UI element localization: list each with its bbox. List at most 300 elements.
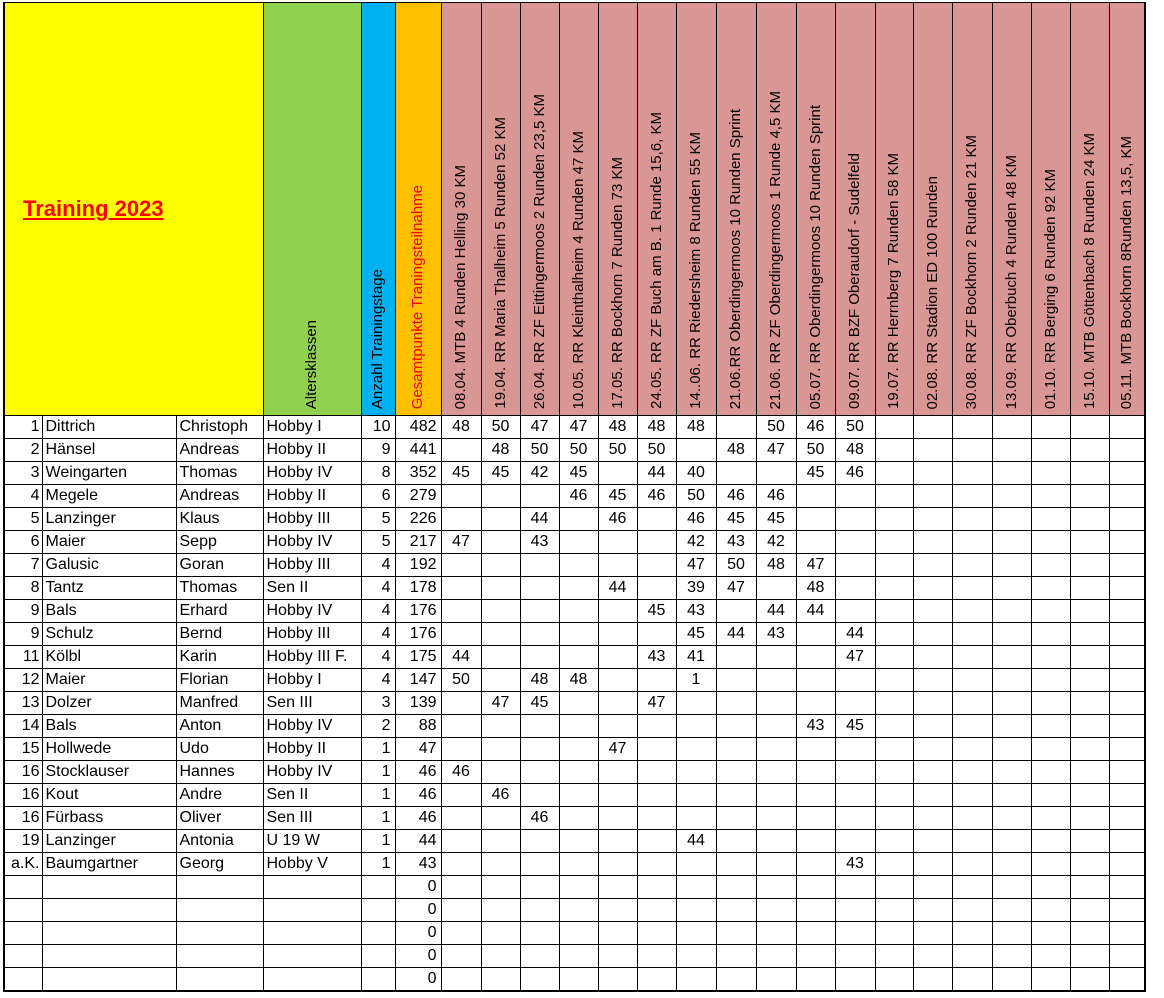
event-header-2[interactable] [481, 3, 520, 416]
score-cell[interactable] [835, 485, 875, 508]
score-cell[interactable] [559, 807, 598, 830]
score-cell[interactable]: 46 [716, 485, 756, 508]
score-cell[interactable] [520, 738, 559, 761]
score-cell[interactable]: 42 [756, 531, 796, 554]
total-points-cell[interactable]: 147 [395, 669, 441, 692]
score-cell[interactable] [481, 623, 520, 646]
training-days-cell[interactable]: 3 [361, 692, 395, 715]
score-cell[interactable] [481, 761, 520, 784]
score-cell[interactable] [716, 830, 756, 853]
event-header-16[interactable] [1031, 3, 1070, 416]
score-cell[interactable] [952, 439, 992, 462]
total-points-cell[interactable]: 0 [395, 876, 441, 899]
last-name-cell[interactable]: Schulz [42, 623, 176, 646]
class-cell[interactable]: Hobby II [263, 485, 361, 508]
training-days-cell[interactable]: 6 [361, 485, 395, 508]
score-cell[interactable] [676, 945, 716, 968]
score-cell[interactable] [598, 531, 637, 554]
class-cell[interactable] [263, 945, 361, 968]
score-cell[interactable] [756, 853, 796, 876]
score-cell[interactable] [835, 577, 875, 600]
score-cell[interactable]: 45 [520, 692, 559, 715]
score-cell[interactable] [716, 761, 756, 784]
score-cell[interactable] [835, 876, 875, 899]
total-points-cell[interactable]: 175 [395, 646, 441, 669]
score-cell[interactable]: 46 [441, 761, 481, 784]
score-cell[interactable] [835, 945, 875, 968]
score-cell[interactable]: 46 [520, 807, 559, 830]
score-cell[interactable] [559, 899, 598, 922]
first-name-cell[interactable]: Manfred [176, 692, 263, 715]
event-header-9[interactable] [756, 3, 796, 416]
score-cell[interactable] [441, 439, 481, 462]
score-cell[interactable] [992, 439, 1031, 462]
score-cell[interactable] [875, 577, 913, 600]
score-cell[interactable] [520, 577, 559, 600]
score-cell[interactable] [598, 554, 637, 577]
score-cell[interactable] [559, 968, 598, 992]
score-cell[interactable] [1070, 876, 1109, 899]
score-cell[interactable]: 47 [676, 554, 716, 577]
class-cell[interactable]: Hobby IV [263, 462, 361, 485]
score-cell[interactable]: 45 [796, 462, 835, 485]
score-cell[interactable] [1109, 922, 1145, 945]
total-points-cell[interactable]: 0 [395, 899, 441, 922]
score-cell[interactable] [559, 876, 598, 899]
score-cell[interactable] [835, 738, 875, 761]
score-cell[interactable] [952, 922, 992, 945]
score-cell[interactable] [992, 807, 1031, 830]
score-cell[interactable] [875, 784, 913, 807]
score-cell[interactable] [716, 669, 756, 692]
score-cell[interactable] [520, 554, 559, 577]
last-name-cell[interactable] [42, 968, 176, 992]
score-cell[interactable] [441, 508, 481, 531]
score-cell[interactable] [835, 899, 875, 922]
score-cell[interactable] [1109, 439, 1145, 462]
score-cell[interactable] [1109, 692, 1145, 715]
score-cell[interactable] [913, 715, 952, 738]
score-cell[interactable] [598, 899, 637, 922]
score-cell[interactable] [716, 600, 756, 623]
training-days-cell[interactable]: 9 [361, 439, 395, 462]
score-cell[interactable] [1109, 945, 1145, 968]
class-cell[interactable]: Hobby III F. [263, 646, 361, 669]
score-cell[interactable] [1109, 462, 1145, 485]
score-cell[interactable] [481, 485, 520, 508]
rank-cell[interactable] [4, 876, 42, 899]
score-cell[interactable]: 47 [716, 577, 756, 600]
score-cell[interactable] [913, 577, 952, 600]
score-cell[interactable] [1031, 485, 1070, 508]
score-cell[interactable] [913, 876, 952, 899]
score-cell[interactable] [756, 715, 796, 738]
score-cell[interactable] [520, 761, 559, 784]
event-header-11[interactable] [835, 3, 875, 416]
score-cell[interactable] [637, 876, 676, 899]
score-cell[interactable] [637, 531, 676, 554]
score-cell[interactable] [913, 554, 952, 577]
score-cell[interactable] [835, 531, 875, 554]
rank-cell[interactable]: 16 [4, 784, 42, 807]
score-cell[interactable] [676, 715, 716, 738]
score-cell[interactable] [676, 692, 716, 715]
first-name-cell[interactable]: Goran [176, 554, 263, 577]
score-cell[interactable] [952, 807, 992, 830]
rank-cell[interactable]: 7 [4, 554, 42, 577]
score-cell[interactable] [992, 554, 1031, 577]
score-cell[interactable] [1070, 531, 1109, 554]
score-cell[interactable] [520, 922, 559, 945]
score-cell[interactable] [559, 922, 598, 945]
score-cell[interactable] [875, 554, 913, 577]
score-cell[interactable] [992, 692, 1031, 715]
last-name-cell[interactable]: Stocklauser [42, 761, 176, 784]
score-cell[interactable] [1070, 853, 1109, 876]
score-cell[interactable] [441, 784, 481, 807]
score-cell[interactable] [598, 784, 637, 807]
score-cell[interactable] [441, 899, 481, 922]
score-cell[interactable] [756, 807, 796, 830]
score-cell[interactable] [637, 715, 676, 738]
first-name-cell[interactable] [176, 876, 263, 899]
score-cell[interactable] [992, 899, 1031, 922]
score-cell[interactable] [913, 646, 952, 669]
rank-cell[interactable]: 12 [4, 669, 42, 692]
score-cell[interactable] [481, 807, 520, 830]
training-days-cell[interactable] [361, 968, 395, 992]
first-name-cell[interactable]: Erhard [176, 600, 263, 623]
score-cell[interactable] [716, 807, 756, 830]
score-cell[interactable] [520, 830, 559, 853]
score-cell[interactable]: 46 [598, 508, 637, 531]
score-cell[interactable] [992, 922, 1031, 945]
score-cell[interactable] [1031, 807, 1070, 830]
score-cell[interactable] [796, 830, 835, 853]
score-cell[interactable]: 46 [676, 508, 716, 531]
header-gesamtpunkte[interactable] [395, 3, 441, 416]
score-cell[interactable] [559, 531, 598, 554]
last-name-cell[interactable]: Dittrich [42, 416, 176, 439]
score-cell[interactable] [637, 554, 676, 577]
score-cell[interactable] [481, 669, 520, 692]
total-points-cell[interactable]: 0 [395, 945, 441, 968]
total-points-cell[interactable]: 46 [395, 784, 441, 807]
score-cell[interactable] [756, 968, 796, 992]
score-cell[interactable]: 48 [637, 416, 676, 439]
score-cell[interactable] [676, 922, 716, 945]
total-points-cell[interactable]: 226 [395, 508, 441, 531]
score-cell[interactable]: 47 [520, 416, 559, 439]
score-cell[interactable]: 48 [598, 416, 637, 439]
score-cell[interactable] [481, 715, 520, 738]
training-days-cell[interactable]: 2 [361, 715, 395, 738]
score-cell[interactable] [1070, 784, 1109, 807]
score-cell[interactable]: 43 [716, 531, 756, 554]
event-header-4[interactable] [559, 3, 598, 416]
score-cell[interactable] [676, 738, 716, 761]
score-cell[interactable] [875, 623, 913, 646]
total-points-cell[interactable]: 139 [395, 692, 441, 715]
first-name-cell[interactable]: Hannes [176, 761, 263, 784]
score-cell[interactable] [441, 968, 481, 992]
score-cell[interactable] [992, 623, 1031, 646]
training-days-cell[interactable] [361, 945, 395, 968]
score-cell[interactable] [796, 807, 835, 830]
score-cell[interactable] [913, 462, 952, 485]
score-cell[interactable] [1109, 876, 1145, 899]
score-cell[interactable]: 47 [756, 439, 796, 462]
score-cell[interactable] [481, 600, 520, 623]
score-cell[interactable]: 47 [796, 554, 835, 577]
score-cell[interactable] [913, 807, 952, 830]
score-cell[interactable] [992, 761, 1031, 784]
score-cell[interactable] [481, 853, 520, 876]
score-cell[interactable] [835, 554, 875, 577]
first-name-cell[interactable]: Klaus [176, 508, 263, 531]
class-cell[interactable]: Hobby II [263, 738, 361, 761]
score-cell[interactable] [520, 853, 559, 876]
last-name-cell[interactable] [42, 922, 176, 945]
score-cell[interactable] [992, 715, 1031, 738]
score-cell[interactable] [952, 899, 992, 922]
total-points-cell[interactable]: 44 [395, 830, 441, 853]
score-cell[interactable] [676, 968, 716, 992]
class-cell[interactable] [263, 876, 361, 899]
score-cell[interactable]: 46 [756, 485, 796, 508]
score-cell[interactable] [835, 784, 875, 807]
score-cell[interactable] [1109, 416, 1145, 439]
score-cell[interactable] [1031, 600, 1070, 623]
score-cell[interactable] [598, 876, 637, 899]
score-cell[interactable] [913, 508, 952, 531]
first-name-cell[interactable]: Thomas [176, 462, 263, 485]
score-cell[interactable] [1070, 945, 1109, 968]
score-cell[interactable]: 44 [637, 462, 676, 485]
score-cell[interactable] [952, 692, 992, 715]
event-header-1[interactable] [441, 3, 481, 416]
score-cell[interactable] [756, 577, 796, 600]
last-name-cell[interactable]: Weingarten [42, 462, 176, 485]
score-cell[interactable] [913, 692, 952, 715]
score-cell[interactable] [796, 738, 835, 761]
score-cell[interactable]: 46 [637, 485, 676, 508]
score-cell[interactable] [481, 531, 520, 554]
score-cell[interactable] [992, 968, 1031, 992]
score-cell[interactable] [796, 968, 835, 992]
score-cell[interactable] [559, 600, 598, 623]
score-cell[interactable] [441, 577, 481, 600]
last-name-cell[interactable]: Megele [42, 485, 176, 508]
last-name-cell[interactable]: Lanzinger [42, 508, 176, 531]
last-name-cell[interactable]: Baumgartner [42, 853, 176, 876]
score-cell[interactable] [1109, 899, 1145, 922]
score-cell[interactable] [1031, 416, 1070, 439]
class-cell[interactable]: Hobby III [263, 554, 361, 577]
score-cell[interactable] [796, 922, 835, 945]
score-cell[interactable] [875, 715, 913, 738]
score-cell[interactable] [913, 784, 952, 807]
score-cell[interactable] [520, 646, 559, 669]
score-cell[interactable] [952, 508, 992, 531]
class-cell[interactable]: Hobby I [263, 669, 361, 692]
score-cell[interactable] [1109, 485, 1145, 508]
score-cell[interactable] [992, 830, 1031, 853]
class-cell[interactable]: Hobby IV [263, 600, 361, 623]
score-cell[interactable]: 48 [716, 439, 756, 462]
first-name-cell[interactable]: Thomas [176, 577, 263, 600]
score-cell[interactable] [1031, 853, 1070, 876]
score-cell[interactable] [520, 899, 559, 922]
score-cell[interactable] [716, 462, 756, 485]
score-cell[interactable]: 50 [637, 439, 676, 462]
score-cell[interactable] [835, 968, 875, 992]
score-cell[interactable]: 42 [676, 531, 716, 554]
score-cell[interactable]: 48 [756, 554, 796, 577]
score-cell[interactable] [1070, 462, 1109, 485]
score-cell[interactable] [716, 945, 756, 968]
first-name-cell[interactable]: Oliver [176, 807, 263, 830]
total-points-cell[interactable]: 0 [395, 922, 441, 945]
score-cell[interactable] [952, 945, 992, 968]
score-cell[interactable] [559, 761, 598, 784]
event-header-17[interactable] [1070, 3, 1109, 416]
score-cell[interactable]: 44 [835, 623, 875, 646]
score-cell[interactable] [913, 738, 952, 761]
score-cell[interactable] [835, 761, 875, 784]
score-cell[interactable] [481, 876, 520, 899]
event-header-12[interactable] [875, 3, 913, 416]
class-cell[interactable]: Hobby IV [263, 761, 361, 784]
score-cell[interactable]: 50 [676, 485, 716, 508]
score-cell[interactable]: 45 [756, 508, 796, 531]
score-cell[interactable] [1109, 554, 1145, 577]
score-cell[interactable] [637, 623, 676, 646]
score-cell[interactable] [835, 692, 875, 715]
score-cell[interactable] [716, 416, 756, 439]
score-cell[interactable] [1031, 945, 1070, 968]
event-header-3[interactable] [520, 3, 559, 416]
score-cell[interactable] [1070, 508, 1109, 531]
score-cell[interactable] [835, 508, 875, 531]
score-cell[interactable] [1031, 784, 1070, 807]
score-cell[interactable] [716, 922, 756, 945]
first-name-cell[interactable]: Christoph [176, 416, 263, 439]
last-name-cell[interactable]: Dolzer [42, 692, 176, 715]
score-cell[interactable] [676, 876, 716, 899]
class-cell[interactable]: Sen II [263, 577, 361, 600]
score-cell[interactable] [441, 853, 481, 876]
score-cell[interactable] [796, 945, 835, 968]
score-cell[interactable] [913, 669, 952, 692]
training-days-cell[interactable]: 1 [361, 830, 395, 853]
training-days-cell[interactable]: 4 [361, 623, 395, 646]
score-cell[interactable] [716, 899, 756, 922]
first-name-cell[interactable]: Bernd [176, 623, 263, 646]
first-name-cell[interactable] [176, 922, 263, 945]
rank-cell[interactable]: 11 [4, 646, 42, 669]
event-header-13[interactable] [913, 3, 952, 416]
total-points-cell[interactable]: 46 [395, 807, 441, 830]
score-cell[interactable] [952, 577, 992, 600]
score-cell[interactable]: 40 [676, 462, 716, 485]
rank-cell[interactable]: 16 [4, 761, 42, 784]
score-cell[interactable]: 45 [676, 623, 716, 646]
score-cell[interactable] [598, 853, 637, 876]
score-cell[interactable] [992, 462, 1031, 485]
score-cell[interactable] [676, 761, 716, 784]
score-cell[interactable] [1031, 577, 1070, 600]
first-name-cell[interactable]: Andre [176, 784, 263, 807]
score-cell[interactable] [676, 807, 716, 830]
score-cell[interactable] [875, 531, 913, 554]
training-days-cell[interactable]: 10 [361, 416, 395, 439]
score-cell[interactable] [875, 922, 913, 945]
training-days-cell[interactable]: 4 [361, 669, 395, 692]
score-cell[interactable] [559, 554, 598, 577]
score-cell[interactable] [756, 692, 796, 715]
score-cell[interactable] [441, 738, 481, 761]
score-cell[interactable] [992, 646, 1031, 669]
total-points-cell[interactable]: 279 [395, 485, 441, 508]
score-cell[interactable] [875, 669, 913, 692]
score-cell[interactable] [598, 715, 637, 738]
score-cell[interactable]: 50 [835, 416, 875, 439]
score-cell[interactable] [1109, 669, 1145, 692]
training-days-cell[interactable] [361, 876, 395, 899]
event-header-15[interactable] [992, 3, 1031, 416]
first-name-cell[interactable]: Antonia [176, 830, 263, 853]
score-cell[interactable]: 50 [756, 416, 796, 439]
score-cell[interactable] [716, 646, 756, 669]
score-cell[interactable] [1109, 600, 1145, 623]
score-cell[interactable] [559, 830, 598, 853]
score-cell[interactable]: 46 [481, 784, 520, 807]
score-cell[interactable] [875, 508, 913, 531]
score-cell[interactable] [441, 922, 481, 945]
score-cell[interactable] [913, 623, 952, 646]
score-cell[interactable] [952, 784, 992, 807]
score-cell[interactable]: 44 [598, 577, 637, 600]
score-cell[interactable] [559, 715, 598, 738]
score-cell[interactable] [1031, 876, 1070, 899]
score-cell[interactable] [875, 462, 913, 485]
score-cell[interactable]: 44 [441, 646, 481, 669]
score-cell[interactable] [559, 577, 598, 600]
first-name-cell[interactable]: Sepp [176, 531, 263, 554]
score-cell[interactable] [952, 715, 992, 738]
score-cell[interactable] [992, 853, 1031, 876]
class-cell[interactable]: Sen III [263, 807, 361, 830]
training-days-cell[interactable]: 5 [361, 508, 395, 531]
score-cell[interactable] [481, 922, 520, 945]
score-cell[interactable] [1031, 439, 1070, 462]
rank-cell[interactable]: 19 [4, 830, 42, 853]
score-cell[interactable] [1031, 692, 1070, 715]
score-cell[interactable] [441, 600, 481, 623]
score-cell[interactable] [481, 554, 520, 577]
score-cell[interactable] [796, 899, 835, 922]
score-cell[interactable] [913, 416, 952, 439]
score-cell[interactable] [952, 853, 992, 876]
total-points-cell[interactable]: 217 [395, 531, 441, 554]
score-cell[interactable]: 46 [835, 462, 875, 485]
score-cell[interactable]: 45 [441, 462, 481, 485]
score-cell[interactable] [875, 600, 913, 623]
class-cell[interactable]: Hobby III [263, 508, 361, 531]
event-header-18[interactable] [1109, 3, 1145, 416]
score-cell[interactable]: 47 [481, 692, 520, 715]
